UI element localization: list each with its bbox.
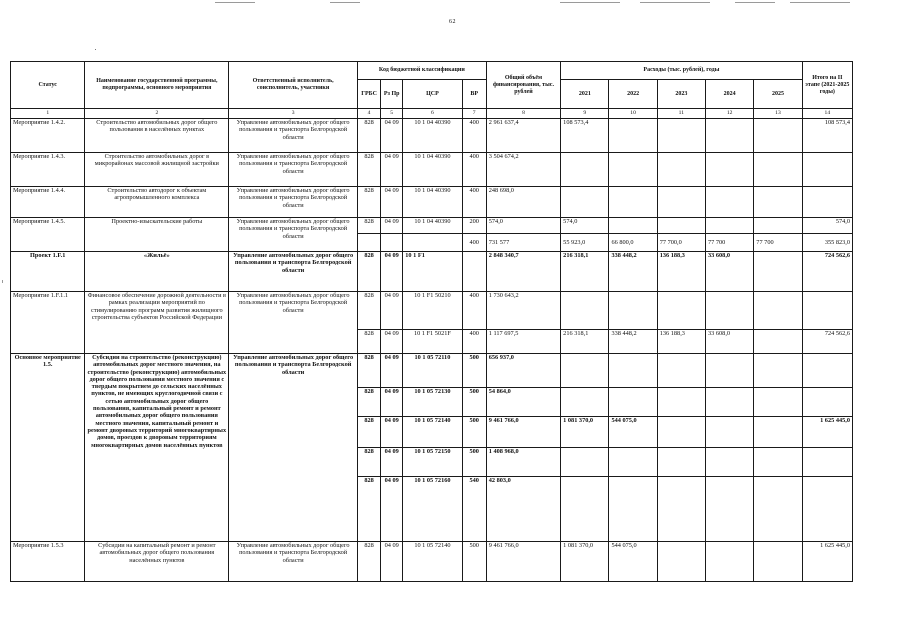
year-2025-cell	[754, 292, 802, 330]
csr-cell: 10 1 04 40390	[403, 218, 462, 234]
table-row	[11, 292, 853, 330]
year-2024-cell	[706, 448, 754, 477]
status-cell: Мероприятие 1.F.1.1	[11, 292, 85, 354]
name-cell: Субсидии на строительство (реконструкцию) автомобильных дорог местного значения, на строительство (реконструкцию) автомобильных дорог общего пользования местного значения с твердым покрытием до сельских населённых пунктов, не имеющих круглогодичной связи с сетью автомобильных дорог общего пользования, капитальный ремонт и ремонт автомобильных дорог общего пользования местного значения, капитальный ремонт и ремонт дворовых территорий многоквартирных домов, проездов к дворовым территориям многоквартирных домов населённых пунктов	[85, 354, 229, 542]
executor-cell: Управление автомобильных дорог общего пользования и транспорта Белгородской области	[229, 292, 358, 354]
vr-cell: 500	[462, 448, 486, 477]
col-budget-code-header: Код бюджетной классификации	[358, 62, 487, 80]
year-2023-cell	[657, 477, 705, 542]
column-number: 1	[11, 109, 85, 119]
csr-cell: 10 1 05 72140	[403, 542, 462, 582]
year-2022-cell	[609, 477, 657, 542]
year-2023-cell	[657, 218, 705, 234]
top-edge-marks	[0, 2, 905, 3]
year-2023-cell: 136 188,3	[657, 252, 705, 292]
page-number: 62	[449, 19, 456, 25]
executor-cell: Управление автомобильных дорог общего пользования и транспорта Белгородской области	[229, 354, 358, 542]
table-row	[11, 187, 853, 218]
year-2024-cell	[706, 542, 754, 582]
year-2023-cell	[657, 388, 705, 417]
rzpr-cell: 04 09	[381, 542, 403, 582]
year-2025-cell	[754, 252, 802, 292]
name-cell: Субсидии на капитальный ремонт и ремонт автомобильных дорог общего пользования населённых пунктов	[85, 542, 229, 582]
year-2022-cell: 544 075,0	[609, 542, 657, 582]
year-2024-cell: 77 700	[706, 234, 754, 252]
rzpr-cell: 04 09	[381, 292, 403, 330]
total-cell: 656 937,0	[486, 354, 560, 388]
csr-cell	[403, 234, 462, 252]
year-2023-cell: 136 188,3	[657, 330, 705, 354]
vr-cell: 400	[462, 153, 486, 187]
year-2025-cell	[754, 187, 802, 218]
column-number: 14	[802, 109, 852, 119]
stage-total-cell	[802, 448, 852, 477]
year-2022-cell	[609, 119, 657, 153]
col-executor-header: Ответственный исполнитель, соисполнитель, участники	[229, 62, 358, 109]
status-cell: Мероприятие 1.4.3.	[11, 153, 85, 187]
name-cell: Проектно-изыскательские работы	[85, 218, 229, 252]
column-number-row	[11, 109, 853, 119]
year-2022-cell	[609, 292, 657, 330]
year-2025-cell	[754, 542, 802, 582]
status-cell: Мероприятие 1.5.3	[11, 542, 85, 582]
year-2022-cell	[609, 448, 657, 477]
executor-cell: Управление автомобильных дорог общего пользования и транспорта Белгородской области	[229, 252, 358, 292]
grbs-cell: 828	[358, 417, 381, 448]
csr-cell: 10 1 04 40390	[403, 119, 462, 153]
name-cell: «Жильё»	[85, 252, 229, 292]
grbs-cell: 828	[358, 153, 381, 187]
vr-cell: 400	[462, 234, 486, 252]
year-2023-cell	[657, 187, 705, 218]
year-2024-cell	[706, 292, 754, 330]
col-vr-header: ВР	[462, 80, 486, 109]
year-2022-cell: 66 800,0	[609, 234, 657, 252]
name-cell: Строительство автодорог к объектам агропромышленного комплекса	[85, 187, 229, 218]
column-number: 12	[706, 109, 754, 119]
col-rzpr-header: Рз Пр	[381, 80, 403, 109]
year-2021-cell	[561, 388, 609, 417]
status-cell: Мероприятие 1.4.4.	[11, 187, 85, 218]
grbs-cell: 828	[358, 388, 381, 417]
table-row	[11, 354, 853, 388]
total-cell: 574,0	[486, 218, 560, 234]
name-cell: Строительство автомобильных дорог в микрорайонах массовой жилищной застройки	[85, 153, 229, 187]
grbs-cell: 828	[358, 252, 381, 292]
col-program-name-header: Наименование государственной программы, подпрограммы, основного мероприятия	[85, 62, 229, 109]
column-number: 7	[462, 109, 486, 119]
stage-total-cell	[802, 477, 852, 542]
grbs-cell: 828	[358, 354, 381, 388]
csr-cell: 10 1 F1 50210	[403, 292, 462, 330]
column-number: 5	[381, 109, 403, 119]
year-2025-cell: 77 700	[754, 234, 802, 252]
column-number: 2	[85, 109, 229, 119]
vr-cell: 400	[462, 187, 486, 218]
column-number: 10	[609, 109, 657, 119]
name-cell: Строительство автомобильных дорог общего пользования в населённых пунктах	[85, 119, 229, 153]
stage-total-cell	[802, 388, 852, 417]
executor-cell: Управление автомобильных дорог общего пользования и транспорта Белгородской области	[229, 153, 358, 187]
csr-cell: 10 1 F1 5021F	[403, 330, 462, 354]
total-cell: 3 504 674,2	[486, 153, 560, 187]
year-2021-cell: 1 081 370,0	[561, 417, 609, 448]
column-number: 4	[358, 109, 381, 119]
csr-cell: 10 1 05 72130	[403, 388, 462, 417]
rzpr-cell: 04 09	[381, 153, 403, 187]
year-2024-cell	[706, 187, 754, 218]
year-2021-cell	[561, 153, 609, 187]
stage-total-cell	[802, 153, 852, 187]
rzpr-cell	[381, 234, 403, 252]
stage-total-cell: 724 562,6	[802, 252, 852, 292]
rzpr-cell: 04 09	[381, 477, 403, 542]
vr-cell	[462, 252, 486, 292]
year-2024-cell	[706, 417, 754, 448]
vr-cell: 200	[462, 218, 486, 234]
column-number: 3	[229, 109, 358, 119]
year-2021-cell: 1 081 370,0	[561, 542, 609, 582]
grbs-cell: 828	[358, 187, 381, 218]
year-2024-cell	[706, 153, 754, 187]
scan-margin-mark	[2, 280, 3, 283]
col-total-financing-header: Общий объём финансирования, тыс. рублей	[486, 62, 560, 109]
stage-total-cell	[802, 187, 852, 218]
year-2021-cell: 216 318,1	[561, 252, 609, 292]
status-cell: Мероприятие 1.4.2.	[11, 119, 85, 153]
col-csr-header: ЦСР	[403, 80, 462, 109]
csr-cell: 10 1 04 40390	[403, 187, 462, 218]
total-cell: 731 577	[486, 234, 560, 252]
stage-total-cell	[802, 292, 852, 330]
year-2024-cell	[706, 119, 754, 153]
year-2021-cell: 574,0	[561, 218, 609, 234]
year-2023-cell	[657, 542, 705, 582]
col-stage-total-header: Итого на II этапе (2021-2025 годы)	[802, 62, 852, 109]
grbs-cell: 828	[358, 448, 381, 477]
rzpr-cell: 04 09	[381, 252, 403, 292]
stage-total-cell: 1 625 445,0	[802, 542, 852, 582]
stage-total-cell: 574,0	[802, 218, 852, 234]
rzpr-cell: 04 09	[381, 388, 403, 417]
year-2024-cell	[706, 354, 754, 388]
rzpr-cell: 04 09	[381, 330, 403, 354]
year-2024-cell	[706, 218, 754, 234]
table-row	[11, 218, 853, 234]
rzpr-cell: 04 09	[381, 417, 403, 448]
total-cell: 42 803,0	[486, 477, 560, 542]
header-row-1	[11, 62, 853, 80]
total-cell: 1 408 968,0	[486, 448, 560, 477]
executor-cell: Управление автомобильных дорог общего пользования и транспорта Белгородской области	[229, 119, 358, 153]
col-year-header: 2025	[754, 80, 802, 109]
total-cell: 248 698,0	[486, 187, 560, 218]
col-status-header: Статус	[11, 62, 85, 109]
grbs-cell: 828	[358, 330, 381, 354]
executor-cell: Управление автомобильных дорог общего пользования и транспорта Белгородской области	[229, 542, 358, 582]
column-number: 13	[754, 109, 802, 119]
year-2024-cell: 33 608,0	[706, 252, 754, 292]
table-row	[11, 119, 853, 153]
status-cell: Мероприятие 1.4.5.	[11, 218, 85, 252]
column-number: 11	[657, 109, 705, 119]
year-2022-cell	[609, 354, 657, 388]
year-2025-cell	[754, 218, 802, 234]
total-cell: 1 117 697,5	[486, 330, 560, 354]
grbs-cell	[358, 234, 381, 252]
year-2021-cell	[561, 477, 609, 542]
table-row	[11, 542, 853, 582]
year-2023-cell	[657, 448, 705, 477]
csr-cell: 10 1 05 72160	[403, 477, 462, 542]
status-cell: Основное мероприятие 1.5.	[11, 354, 85, 542]
stage-total-cell: 355 823,0	[802, 234, 852, 252]
executor-cell: Управление автомобильных дорог общего пользования и транспорта Белгородской области	[229, 218, 358, 252]
budget-table	[10, 61, 853, 582]
year-2022-cell	[609, 388, 657, 417]
total-cell: 2 848 340,7	[486, 252, 560, 292]
csr-cell: 10 1 05 72110	[403, 354, 462, 388]
col-expenses-header: Расходы (тыс. рублей), годы	[561, 62, 802, 80]
year-2021-cell	[561, 187, 609, 218]
vr-cell: 400	[462, 330, 486, 354]
grbs-cell: 828	[358, 119, 381, 153]
rzpr-cell: 04 09	[381, 218, 403, 234]
col-year-header: 2023	[657, 80, 705, 109]
stage-total-cell: 108 573,4	[802, 119, 852, 153]
total-cell: 54 864,0	[486, 388, 560, 417]
col-year-header: 2022	[609, 80, 657, 109]
total-cell: 9 461 766,0	[486, 542, 560, 582]
year-2021-cell: 216 318,1	[561, 330, 609, 354]
col-year-header: 2021	[561, 80, 609, 109]
total-cell: 9 461 766,0	[486, 417, 560, 448]
stage-total-cell: 1 625 445,0	[802, 417, 852, 448]
column-number: 8	[486, 109, 560, 119]
rzpr-cell: 04 09	[381, 119, 403, 153]
year-2023-cell	[657, 153, 705, 187]
vr-cell: 500	[462, 388, 486, 417]
vr-cell: 500	[462, 417, 486, 448]
vr-cell: 400	[462, 292, 486, 330]
year-2025-cell	[754, 153, 802, 187]
year-2025-cell	[754, 388, 802, 417]
year-2023-cell	[657, 292, 705, 330]
year-2021-cell: 108 573,4	[561, 119, 609, 153]
year-2022-cell: 544 075,0	[609, 417, 657, 448]
year-2023-cell	[657, 119, 705, 153]
year-2025-cell	[754, 330, 802, 354]
grbs-cell: 828	[358, 477, 381, 542]
table-row	[11, 252, 853, 292]
stage-total-cell	[802, 354, 852, 388]
year-2025-cell	[754, 417, 802, 448]
year-2022-cell: 338 448,2	[609, 330, 657, 354]
year-2022-cell	[609, 218, 657, 234]
csr-cell: 10 1 F1	[403, 252, 462, 292]
rzpr-cell: 04 09	[381, 448, 403, 477]
csr-cell: 10 1 05 72150	[403, 448, 462, 477]
table-row	[11, 153, 853, 187]
vr-cell: 500	[462, 354, 486, 388]
year-2025-cell	[754, 477, 802, 542]
grbs-cell: 828	[358, 292, 381, 330]
year-2021-cell	[561, 292, 609, 330]
year-2023-cell: 77 700,0	[657, 234, 705, 252]
year-2025-cell	[754, 354, 802, 388]
year-2022-cell: 338 448,2	[609, 252, 657, 292]
year-2025-cell	[754, 119, 802, 153]
vr-cell: 400	[462, 119, 486, 153]
rzpr-cell: 04 09	[381, 187, 403, 218]
col-year-header: 2024	[706, 80, 754, 109]
year-2022-cell	[609, 187, 657, 218]
column-number: 6	[403, 109, 462, 119]
vr-cell: 540	[462, 477, 486, 542]
grbs-cell: 828	[358, 542, 381, 582]
year-2021-cell	[561, 354, 609, 388]
vr-cell: 500	[462, 542, 486, 582]
year-2024-cell: 33 608,0	[706, 330, 754, 354]
year-2024-cell	[706, 477, 754, 542]
column-number: 9	[561, 109, 609, 119]
status-cell: Проект 1.F.1	[11, 252, 85, 292]
csr-cell: 10 1 05 72140	[403, 417, 462, 448]
scan-speck	[95, 49, 96, 50]
grbs-cell: 828	[358, 218, 381, 234]
year-2021-cell	[561, 448, 609, 477]
year-2024-cell	[706, 388, 754, 417]
executor-cell: Управление автомобильных дорог общего пользования и транспорта Белгородской области	[229, 187, 358, 218]
year-2021-cell: 55 923,0	[561, 234, 609, 252]
name-cell: Финансовое обеспечение дорожной деятельности в рамках реализации мероприятий по стимулированию программ развития жилищного строительства субъектов Российской Федерации	[85, 292, 229, 354]
stage-total-cell: 724 562,6	[802, 330, 852, 354]
year-2023-cell	[657, 417, 705, 448]
total-cell: 1 730 643,2	[486, 292, 560, 330]
col-grbs-header: ГРБС	[358, 80, 381, 109]
year-2025-cell	[754, 448, 802, 477]
csr-cell: 10 1 04 40390	[403, 153, 462, 187]
rzpr-cell: 04 09	[381, 354, 403, 388]
year-2023-cell	[657, 354, 705, 388]
year-2022-cell	[609, 153, 657, 187]
total-cell: 2 961 637,4	[486, 119, 560, 153]
